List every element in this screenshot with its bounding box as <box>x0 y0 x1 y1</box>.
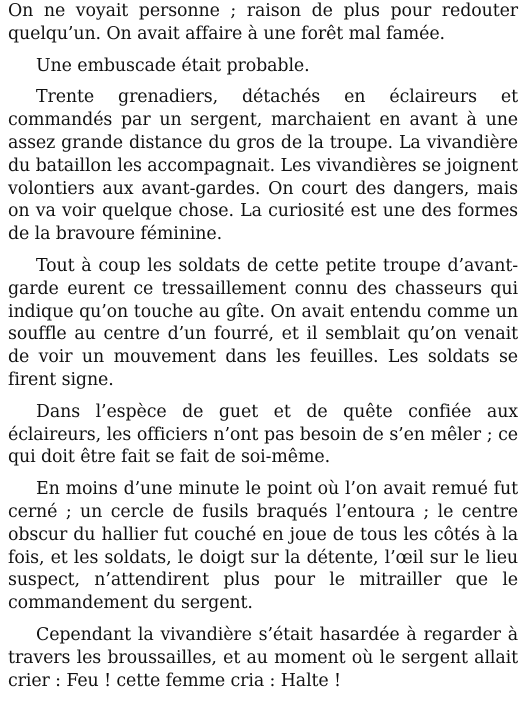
paragraph-7: Cependant la vivandière s’était hasardée à regarder à travers les broussailles, et au moment où le sergent allait crier : Feu ! cette femme cria : Halte ! <box>8 624 518 691</box>
paragraph-2: Une embuscade était probable. <box>36 55 310 76</box>
paragraph-3: Trente grenadiers, détachés en éclaireurs et commandés par un sergent, marchaient en avant à une assez grande distance du gros de la troupe. La vivandière du bataillon les accompagnait. Les vivandières se joignent volontiers aux avant-gardes. On court des dangers, mais on va voir quelque chose. La curiosité est une des formes de la bravoure féminine. <box>8 87 518 245</box>
book-page <box>8 0 518 701</box>
paragraph-4: Tout à coup les soldats de cette petite troupe d’avant-garde eurent ce tressaillement connu des chasseurs qui indique qu’on touche au gîte. On avait entendu comme un souffle au centre d’un fourré, et il semblait qu’on venait de voir un mouvement dans les feuilles. Les soldats se firent signe. <box>8 255 518 390</box>
paragraph-6: En moins d’une minute le point où l’on avait remué fut cerné ; un cercle de fusils braqués l’entoura ; le centre obscur du hallier fut couché en joue de tous les côtés à la fois, et les soldats, le doigt sur la détente, l’œil sur le lieu suspect, n’attendirent plus pour le mitrailler que le commandement du sergent. <box>8 479 518 614</box>
paragraph-5: Dans l’espèce de guet et de quête confiée aux éclaireurs, les officiers n’ont pas besoin de s’en mêler ; ce qui doit être fait se fait de soi-même. <box>8 401 518 468</box>
paragraph-1: On ne voyait personne ; raison de plus pour redouter quelqu’un. On avait affaire à une forêt mal famée. <box>8 1 518 44</box>
